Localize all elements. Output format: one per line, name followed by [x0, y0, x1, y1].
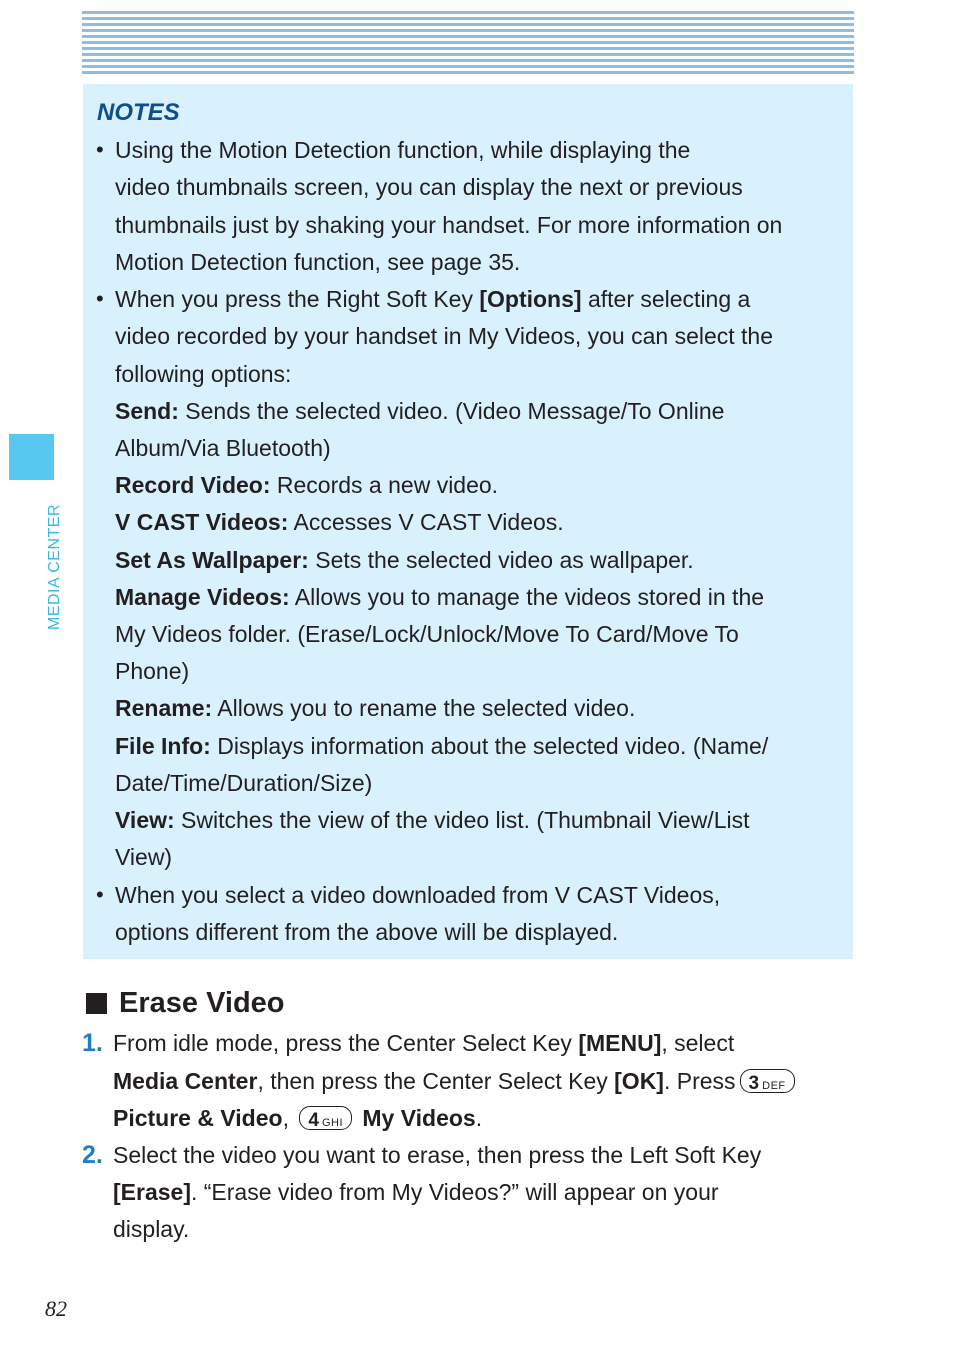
step-line: [Erase]. “Erase video from My Videos?” will appear on your	[113, 1179, 719, 1205]
step-line: Media Center, then press the Center Select Key [OK]. Press 3 DEF	[113, 1065, 799, 1097]
section-title: Erase Video	[119, 987, 285, 1019]
step-number: 2.	[82, 1141, 103, 1169]
note-line: thumbnails just by shaking your handset. For more information on	[115, 212, 783, 238]
page-number: 82	[45, 1296, 67, 1321]
option-manage-videos: Manage Videos: Allows you to manage the videos stored in the	[115, 584, 765, 610]
bullet: •	[96, 286, 104, 311]
bullet: •	[96, 137, 104, 162]
note-line: Album/Via Bluetooth)	[115, 435, 331, 461]
key-4-ghi-icon: 4 GHI	[299, 1106, 352, 1130]
note-line: following options:	[115, 361, 292, 387]
option-file-info: File Info: Displays information about the selected video. (Name/	[115, 733, 769, 759]
option-send: Send: Sends the selected video. (Video Message/To Online	[115, 398, 725, 424]
note-line: video thumbnails screen, you can display the next or previous	[115, 174, 743, 200]
note-line: Phone)	[115, 658, 190, 684]
option-vcast-videos: V CAST Videos: Accesses V CAST Videos.	[115, 509, 564, 535]
step-line: Picture & Video, 4 GHI My Videos.	[113, 1105, 483, 1131]
note-line: Motion Detection function, see page 35.	[115, 249, 521, 275]
step-number: 1.	[82, 1029, 103, 1057]
option-view: View: Switches the view of the video list. (Thumbnail View/List	[115, 807, 750, 833]
note-line: Using the Motion Detection function, while displaying the	[115, 137, 691, 163]
option-record-video: Record Video: Records a new video.	[115, 472, 499, 498]
step-line: display.	[113, 1216, 190, 1242]
note-line: When you press the Right Soft Key [Options] after selecting a	[115, 286, 751, 312]
note-line: Date/Time/Duration/Size)	[115, 770, 373, 796]
side-tab-marker	[9, 434, 54, 480]
note-line: video recorded by your handset in My Videos, you can select the	[115, 323, 774, 349]
note-line: When you select a video downloaded from V CAST Videos,	[115, 882, 721, 908]
option-set-as-wallpaper: Set As Wallpaper: Sets the selected video as wallpaper.	[115, 547, 694, 573]
side-section-label: MEDIA CENTER	[46, 503, 63, 630]
section-square-icon	[86, 993, 107, 1014]
bullet: •	[96, 882, 104, 907]
step-line: Select the video you want to erase, then press the Left Soft Key	[113, 1142, 762, 1168]
notes-title: NOTES	[97, 99, 180, 126]
note-line: options different from the above will be displayed.	[115, 919, 619, 945]
key-3-def-icon: 3 DEF	[740, 1069, 795, 1093]
option-rename: Rename: Allows you to rename the selected video.	[115, 695, 636, 721]
step-line: From idle mode, press the Center Select Key [MENU], select	[113, 1030, 735, 1056]
note-line: My Videos folder. (Erase/Lock/Unlock/Move To Card/Move To	[115, 621, 739, 647]
note-line: View)	[115, 844, 173, 870]
header-stripes	[82, 11, 854, 77]
